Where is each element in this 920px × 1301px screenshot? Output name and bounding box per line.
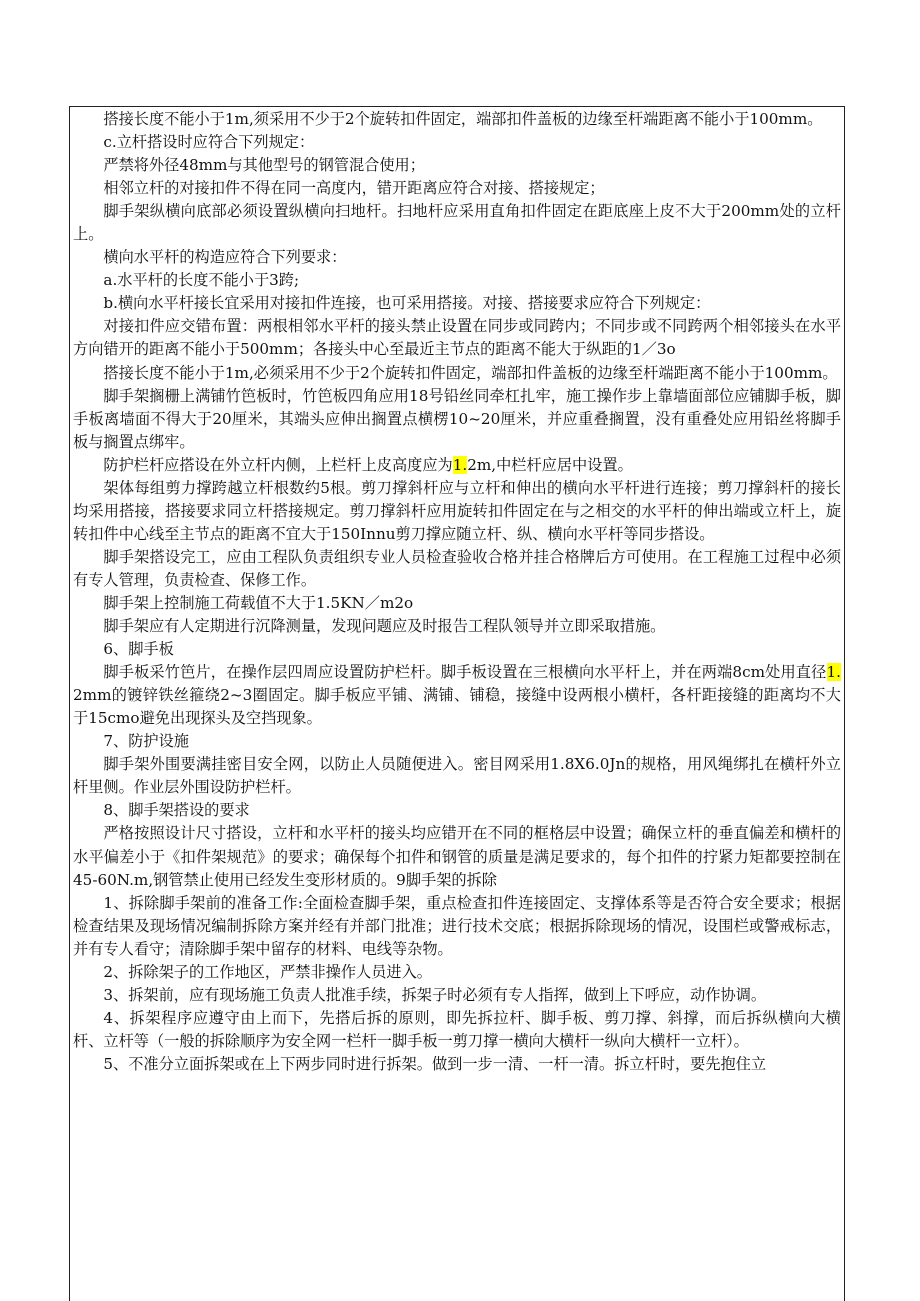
paragraph-highlighted bbox=[73, 661, 841, 730]
text-segment: 防护栏杆应搭设在外立杆内侧，上栏杆上皮高度应为 bbox=[103, 455, 453, 474]
paragraph: 2、拆除架子的工作地区，严禁非操作人员进入。 bbox=[103, 962, 432, 981]
paragraph: 脚手架搁栅上满铺竹笆板时，竹笆板四角应用18号铅丝同牵杠扎牢，施工操作步上靠墙面部位应铺脚手板，脚手板离墙面不得大于20厘米，其端头应伸出搁置点横楞10~20厘米，并应重叠搁置，没有重叠处应用铅丝将脚手板与搁置点绑牢。 bbox=[73, 386, 841, 451]
text-segment: 2mm的镀锌铁丝箍绕2~3圈固定。脚手板应平铺、满铺、铺稳，接缝中设两根小横杆，各杆距接缝的距离均不大于15cmo避免出现探头及空挡现象。 bbox=[73, 686, 841, 728]
section-heading: 8、脚手架搭设的要求 bbox=[103, 801, 250, 820]
paragraph: 搭接长度不能小于1m,必须采用不少于2个旋转扣件固定，端部扣件盖板的边缘至杆端距离不能小于100mm。 bbox=[103, 363, 838, 382]
paragraph-highlighted bbox=[73, 454, 841, 477]
paragraph: 严禁将外径48mm与其他型号的钢管混合使用； bbox=[103, 156, 425, 175]
paragraph: 3、拆架前，应有现场施工负责人批准手续，拆架子时必须有专人指挥，做到上下呼应，动作协调。 bbox=[103, 985, 767, 1004]
paragraph: 脚手架搭设完工，应由工程队负责组织专业人员检查验收合格并挂合格牌后方可使用。在工程施工过程中必须有专人管理，负责检查、保修工作。 bbox=[73, 547, 841, 589]
paragraph: 搭接长度不能小于1m,须采用不少于2个旋转扣件固定，端部扣件盖板的边缘至杆端距离不能小于100mm。 bbox=[103, 110, 823, 128]
paragraph: 脚手架应有人定期进行沉降测量，发现问题应及时报告工程队领导并立即采取措施。 bbox=[103, 617, 666, 636]
paragraph: 严格按照设计尺寸搭设，立杆和水平杆的接头均应错开在不同的框格层中设置；确保立杆的垂直偏差和横杆的水平偏差小于《扣件架规范》的要求；确保每个扣件和钢管的质量是满足要求的，每个扣件的拧紧力矩都要控制在45-60N.m,钢管禁止使用已经发生变形材质的。9脚手架的拆除 bbox=[73, 824, 841, 889]
paragraph: 相邻立杆的对接扣件不得在同一高度内，错开距离应符合对接、搭接规定； bbox=[103, 179, 605, 198]
section-heading: 7、防护设施 bbox=[103, 732, 189, 751]
highlight-mark: 1. bbox=[452, 455, 468, 474]
text-segment: 2m,中栏杆应居中设置。 bbox=[467, 455, 633, 474]
paragraph: a.水平杆的长度不能小于3跨; bbox=[103, 271, 300, 290]
paragraph: 脚手架上控制施工荷载值不大于1.5KN／m2o bbox=[103, 593, 414, 612]
document-body bbox=[73, 108, 841, 1076]
paragraph: b.横向水平杆接长宜采用对接扣件连接，也可采用搭接。对接、搭接要求应符合下列规定： bbox=[103, 294, 711, 313]
paragraph: 对接扣件应交错布置：两根相邻水平杆的接头禁止设置在同步或同跨内；不同步或不同跨两个相邻接头在水平方向错开的距离不能小于500mm；各接头中心至最近主节点的距离不能大于纵距的1／3o bbox=[73, 317, 841, 359]
paragraph: 横向水平杆的构造应符合下列要求： bbox=[103, 248, 347, 267]
section-heading: 6、脚手板 bbox=[103, 640, 174, 659]
paragraph: 1、拆除脚手架前的准备工作:全面检查脚手架，重点检查扣件连接固定、支撑体系等是否符合安全要求；根据检查结果及现场情况编制拆除方案并经有并部门批准；进行技术交底；根据拆除现场的情况，设围栏或警戒标志，并有专人看守；清除脚手架中留存的材料、电线等杂物。 bbox=[73, 893, 841, 958]
paragraph: 脚手架外围要满挂密目安全网，以防止人员随便进入。密目网采用1.8X6.0Jn的规格，用风绳绑扎在横杆外立杆里侧。作业层外围设防护栏杆。 bbox=[73, 755, 841, 797]
paragraph: 脚手架纵横向底部必须设置纵横向扫地杆。扫地杆应采用直角扣件固定在距底座上皮不大于200mm处的立杆上。 bbox=[73, 202, 841, 244]
highlight-mark: 1. bbox=[826, 663, 841, 682]
paragraph: 4、拆架程序应遵守由上而下，先搭后拆的原则，即先拆拉杆、脚手板、剪刀撑、斜撑，而后拆纵横向大横杆、立杆等（一般的拆除顺序为安全网一栏杆一脚手板一剪刀撑一横向大横杆一纵向大横杆一立杆）。 bbox=[73, 1008, 841, 1050]
text-segment: 脚手板采竹笆片，在操作层四周应设置防护栏杆。脚手板设置在三根横向水平杆上，并在两端8cm处用直径 bbox=[103, 663, 827, 682]
paragraph: 5、不准分立面拆架或在上下两步同时进行拆架。做到一步一清、一杆一清。拆立杆时，要先抱住立 bbox=[103, 1054, 767, 1073]
paragraph: c.立杆搭设时应符合下列规定： bbox=[103, 133, 315, 152]
paragraph: 架体每组剪力撑跨越立杆根数约5根。剪刀撑斜杆应与立杆和伸出的横向水平杆进行连接；剪刀撑斜杆的接长均采用搭接，搭接要求同立杆搭接规定。剪刀撑斜杆应用旋转扣件固定在与之相交的水平杆的伸出端或立杆上，旋转扣件中心线至主节点的距离不宜大于150Innu剪刀撑应随立杆、纵、横向水平杆等同步搭设。 bbox=[73, 478, 841, 543]
